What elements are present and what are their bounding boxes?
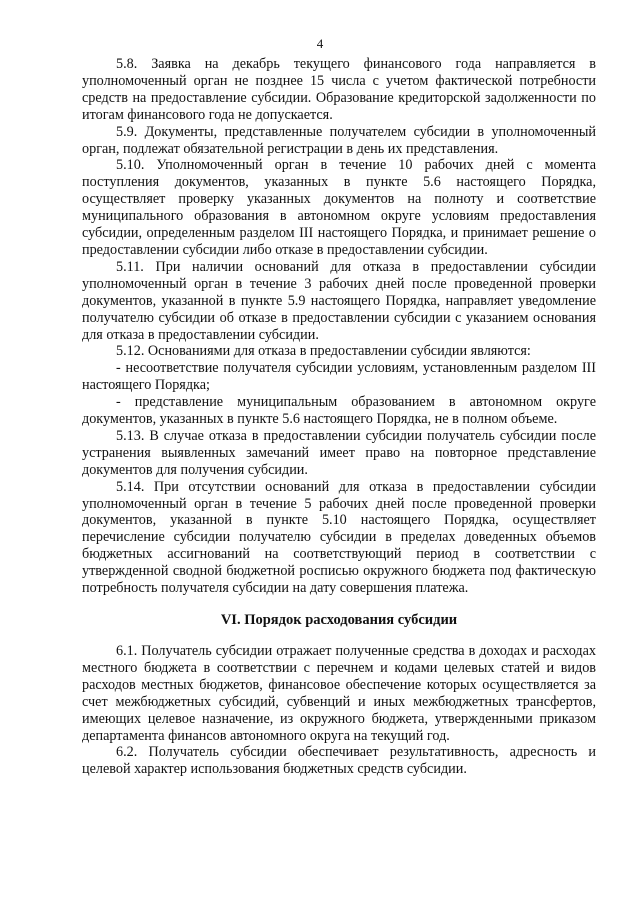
page-number: 4 [316,36,324,51]
paragraph-5-12: 5.12. Основаниями для отказа в предоставлении субсидии являются: [116,343,531,360]
paragraph-5-13: 5.13. В случае отказа в предоставлении субсидии получатель субсидии после устранения выявленных замечаний имеет право на повторное представление документов для получения субсидии. [82,427,596,478]
paragraphs-after [82,643,596,778]
paragraph-6-2: 6.2. Получатель субсидии обеспечивает результативность, адресность и целевой характер использования бюджетных средств субсидии. [82,744,596,778]
section-heading: VI. Порядок расходования субсидии [220,612,458,628]
paragraph-5-8: 5.8. Заявка на декабрь текущего финансового года направляется в уполномоченный орган не позднее 15 числа с учетом фактической потребности средств на предоставление субсидии. Образование кредиторской задолженности по итогам финансового года не допускается. [82,56,596,123]
paragraphs-before [82,56,596,597]
paragraph-5-10: 5.10. Уполномоченный орган в течение 10 рабочих дней с момента поступления документов, указанных в пункте 5.6 настоящего Порядка, осуществляет проверку указанных документов на полноту и соответствие муниципального образования в автономном округе условиям предоставления субсидии, определенным разделом III настоящего Порядка, и принимает решение о предоставлении субсидии либо отказе в предоставлении субсидии. [82,157,596,258]
list-item-5-12-2: - представление муниципальным образованием в автономном округе документов, указанных в пункте 5.6 настоящего Порядка, не в полном объеме. [82,394,596,428]
paragraph-5-11: 5.11. При наличии оснований для отказа в предоставлении субсидии уполномоченный орган в течение 3 рабочих дней после проведенной проверки документов, указанной в пункте 5.9 настоящего Порядка, направляет уведомление получателю субсидии об отказе в предоставлении субсидии с указанием основания для отказа в предоставлении субсидии. [82,258,596,343]
paragraph-5-14: 5.14. При отсутствии оснований для отказа в предоставлении субсидии уполномоченный орган в течение 5 рабочих дней после проведенной проверки документов, указанной в пункте 5.10 настоящего Порядка, осуществляет перечисление субсидии получателю субсидии в пределах доведенных объемов бюджетных ассигнований на соответствующий период в соответствии с утвержденной сводной бюджетной росписью окружного бюджета под фактическую потребность получателя субсидии на дату совершения платежа. [82,478,596,597]
paragraph-6-1: 6.1. Получатель субсидии отражает полученные средства в доходах и расходах местного бюджета в соответствии с перечнем и кодами целевых статей и видов расходов местных бюджетов, финансовое обеспечение которых осуществляется за счет межбюджетных субсидий, субвенций и иных межбюджетных трансфертов, имеющих целевое назначение, из окружного бюджета, утвержденными приказом департамента финансов автономного округа на текущий год. [82,643,596,744]
paragraph-5-9: 5.9. Документы, представленные получателем субсидии в уполномоченный орган, подлежат обязательной регистрации в день их представления. [82,123,596,157]
list-item-5-12-1: - несоответствие получателя субсидии условиям, установленным разделом III настоящего Порядка; [82,360,596,394]
